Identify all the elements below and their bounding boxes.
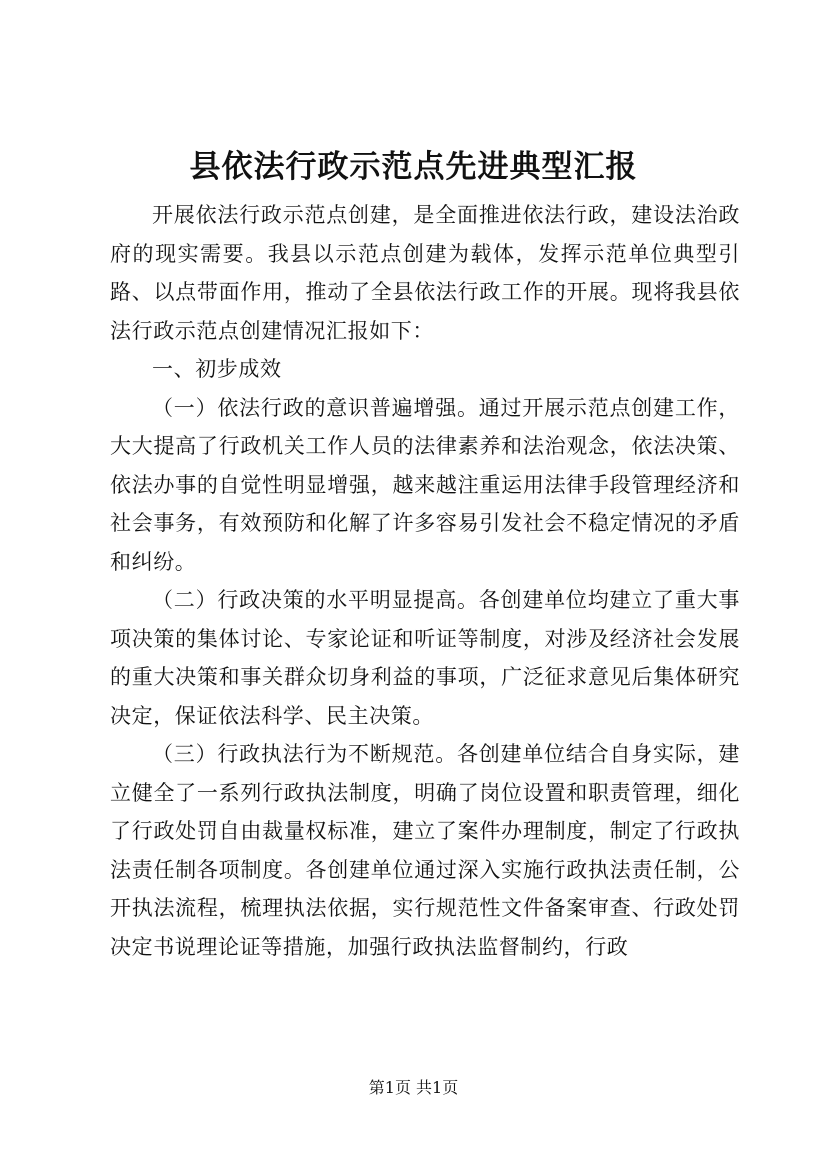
document-body: [110, 196, 740, 966]
section-heading: 一、初步成效: [152, 357, 282, 381]
paragraph-item-2: （二）行政决策的水平明显提高。各创建单位均建立了重大事项决策的集体讨论、专家论证和听证等制度，对涉及经济社会发展的重大决策和事关群众切身利益的事项，广泛征求意见后集体研究决定，保证依法科学、民主决策。: [110, 588, 740, 728]
paragraph-item-3: （三）行政执法行为不断规范。各创建单位结合自身实际，建立健全了一系列行政执法制度，明确了岗位设置和职责管理，细化了行政处罚自由裁量权标准，建立了案件办理制度，制定了行政执法责任制各项制度。各创建单位通过深入实施行政执法责任制，公开执法流程，梳理执法依据，实行规范性文件备案审查、行政处罚决定书说理论证等措施，加强行政执法监督制约，行政: [110, 742, 740, 959]
paragraph-intro: 开展依法行政示范点创建，是全面推进依法行政，建设法治政府的现实需要。我县以示范点创建为载体，发挥示范单位典型引路、以点带面作用，推动了全县依法行政工作的开展。现将我县依法行政示范点创建情况汇报如下：: [110, 203, 740, 343]
document-title: 县依法行政示范点先进典型汇报: [189, 149, 638, 185]
paragraph-item-1: （一）依法行政的意识普遍增强。通过开展示范点创建工作，大大提高了行政机关工作人员的法律素养和法治观念，依法决策、依法办事的自觉性明显增强，越来越注重运用法律手段管理经济和社会事务，有效预防和化解了许多容易引发社会不稳定情况的矛盾和纠纷。: [110, 395, 740, 574]
page-footer: 第1页 共1页: [368, 1078, 459, 1097]
